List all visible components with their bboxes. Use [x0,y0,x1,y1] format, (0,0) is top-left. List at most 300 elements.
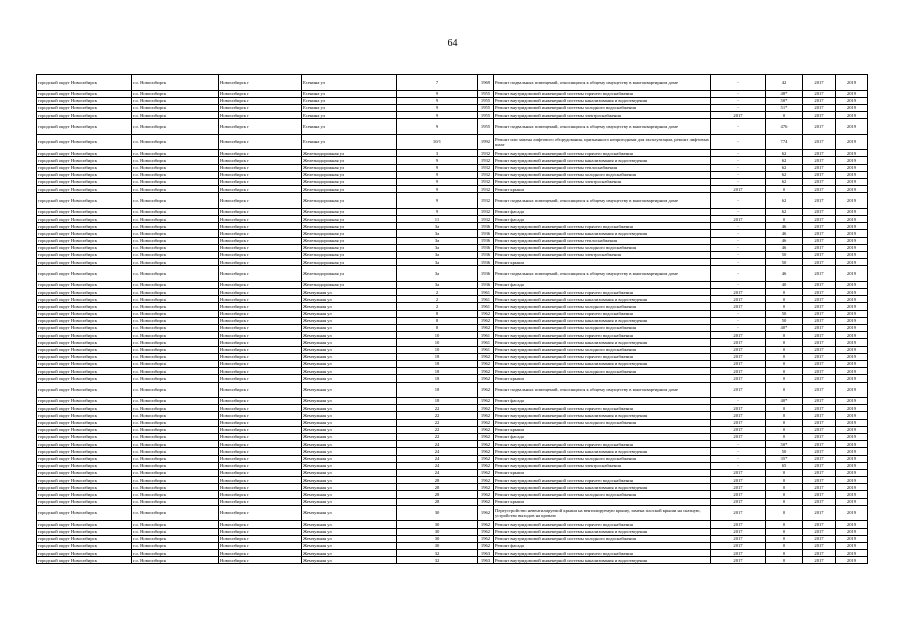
table-row [37,332,868,339]
completed-year-cell: - [711,230,766,237]
work-type-cell: Ремонт внутридомовой инженерной системы горячего водоснабжения [494,332,711,339]
district-cell: г.о. Новосибирск [132,332,219,339]
municipality-cell: городской округ Новосибирск [37,186,132,193]
planned-cost-cell: 0 [766,375,803,382]
work-type-cell: Ремонт внутридомовой инженерной системы холодного водоснабжения [494,491,711,498]
completed-year-cell: 2017 [711,353,766,360]
table-row [37,550,868,557]
district-cell: г.о. Новосибирск [132,412,219,419]
planned-cost-cell: 62 [766,164,803,171]
city-cell: Новосибирск г [219,310,302,317]
completed-year-cell: - [711,208,766,215]
period-end-cell: 2019 [836,398,868,405]
city-cell: Новосибирск г [219,90,302,97]
period-start-cell: 2017 [803,360,836,367]
municipality-cell: городской округ Новосибирск [37,303,132,310]
planned-cost-cell: 0 [766,405,803,412]
completed-year-cell: - [711,455,766,462]
planned-cost-cell: 50* [766,97,803,104]
build-year-cell: 1936 [478,244,494,251]
planned-cost-cell: 46 [766,230,803,237]
planned-cost-cell: 50 [766,252,803,259]
work-type-cell: Ремонт внутридомовой инженерной системы канализования и водоотведения [494,412,711,419]
street-cell: Жемчужная ул [302,542,397,549]
completed-year-cell: 2017 [711,550,766,557]
period-end-cell: 2019 [836,186,868,193]
city-cell: Новосибирск г [219,412,302,419]
house-number-cell: 3а [397,230,478,237]
completed-year-cell: 2017 [711,296,766,303]
completed-year-cell: - [711,441,766,448]
municipality-cell: городской округ Новосибирск [37,412,132,419]
table-row [37,237,868,244]
completed-year-cell: 2017 [711,542,766,549]
work-type-cell: Ремонт внутридомовой инженерной системы электроснабжения [494,179,711,186]
repair-schedule-table [36,74,868,564]
build-year-cell: 1932 [478,186,494,193]
planned-cost-cell: 46 [766,223,803,230]
table-row [37,244,868,251]
period-start-cell: 2017 [803,90,836,97]
period-end-cell: 2019 [836,542,868,549]
planned-cost-cell: 35* [766,455,803,462]
table-row [37,419,868,426]
period-end-cell: 2019 [836,150,868,157]
build-year-cell: 1961 [478,289,494,296]
city-cell: Новосибирск г [219,157,302,164]
municipality-cell: городской округ Новосибирск [37,528,132,535]
table-row [37,134,868,150]
work-type-cell: Ремонт подвальных помещений, относящихся к общему имуществу в многоквартирном доме [494,382,711,398]
period-end-cell: 2019 [836,281,868,288]
work-type-cell: Ремонт внутридомовой инженерной системы горячего водоснабжения [494,90,711,97]
work-type-cell: Ремонт внутридомовой инженерной системы канализования и водоотведения [494,448,711,455]
district-cell: г.о. Новосибирск [132,97,219,104]
completed-year-cell: 2017 [711,491,766,498]
table-row [37,208,868,215]
period-end-cell: 2019 [836,521,868,528]
street-cell: Железнодорожная ул [302,150,397,157]
municipality-cell: городской округ Новосибирск [37,433,132,440]
house-number-cell: 9 [397,157,478,164]
district-cell: г.о. Новосибирск [132,112,219,119]
planned-cost-cell: 0 [766,477,803,484]
period-start-cell: 2017 [803,368,836,375]
build-year-cell: 1969 [478,75,494,91]
period-start-cell: 2017 [803,193,836,209]
period-end-cell: 2019 [836,550,868,557]
district-cell: г.о. Новосибирск [132,317,219,324]
completed-year-cell: - [711,104,766,111]
house-number-cell: 18 [397,360,478,367]
house-number-cell: 10 [397,346,478,353]
city-cell: Новосибирск г [219,193,302,209]
build-year-cell: 1962 [478,317,494,324]
period-end-cell: 2019 [836,412,868,419]
work-type-cell: Ремонт подвальных помещений, относящихся к общему имуществу в многоквартирном доме [494,193,711,209]
planned-cost-cell: 46 [766,237,803,244]
completed-year-cell: 2017 [711,303,766,310]
work-type-cell: Ремонт или замена лифтового оборудования, признанного непригодным для эксплуатации, ремонт лифтовых шахт [494,134,711,150]
work-type-cell: Ремонт крыши [494,375,711,382]
district-cell: г.о. Новосибирск [132,171,219,178]
house-number-cell: 24 [397,462,478,469]
period-start-cell: 2017 [803,412,836,419]
municipality-cell: городской округ Новосибирск [37,339,132,346]
period-start-cell: 2017 [803,119,836,135]
house-number-cell: 30 [397,521,478,528]
planned-cost-cell: 0 [766,433,803,440]
municipality-cell: городской округ Новосибирск [37,448,132,455]
table-row [37,104,868,111]
street-cell: Жемчужная ул [302,405,397,412]
district-cell: г.о. Новосибирск [132,230,219,237]
district-cell: г.о. Новосибирск [132,259,219,266]
planned-cost-cell: 40* [766,325,803,332]
street-cell: Жемчужная ул [302,310,397,317]
completed-year-cell: - [711,310,766,317]
completed-year-cell: 2017 [711,426,766,433]
period-start-cell: 2017 [803,462,836,469]
work-type-cell: Ремонт внутридомовой инженерной системы электроснабжения [494,462,711,469]
period-start-cell: 2017 [803,419,836,426]
city-cell: Новосибирск г [219,433,302,440]
house-number-cell: 22 [397,405,478,412]
period-end-cell: 2019 [836,419,868,426]
municipality-cell: городской округ Новосибирск [37,491,132,498]
build-year-cell: 1932 [478,208,494,215]
municipality-cell: городской округ Новосибирск [37,104,132,111]
period-end-cell: 2019 [836,360,868,367]
planned-cost-cell: 50 [766,317,803,324]
house-number-cell: 9 [397,186,478,193]
district-cell: г.о. Новосибирск [132,469,219,476]
city-cell: Новосибирск г [219,505,302,521]
planned-cost-cell: 0 [766,542,803,549]
table-body [37,75,868,564]
district-cell: г.о. Новосибирск [132,521,219,528]
completed-year-cell: - [711,398,766,405]
table-row [37,375,868,382]
build-year-cell: 1962 [478,498,494,505]
build-year-cell: 1932 [478,171,494,178]
street-cell: Жемчужная ул [302,469,397,476]
table-row [37,164,868,171]
house-number-cell: 18 [397,353,478,360]
city-cell: Новосибирск г [219,521,302,528]
build-year-cell: 1963 [478,557,494,564]
district-cell: г.о. Новосибирск [132,150,219,157]
build-year-cell: 1962 [478,398,494,405]
work-type-cell: Ремонт фасада [494,208,711,215]
completed-year-cell: 2017 [711,186,766,193]
district-cell: г.о. Новосибирск [132,448,219,455]
period-end-cell: 2019 [836,179,868,186]
planned-cost-cell: 0 [766,491,803,498]
period-start-cell: 2017 [803,244,836,251]
house-number-cell: 3а [397,266,478,282]
completed-year-cell: 2017 [711,419,766,426]
city-cell: Новосибирск г [219,426,302,433]
build-year-cell: 1936 [478,266,494,282]
period-end-cell: 2019 [836,216,868,223]
house-number-cell: 32 [397,557,478,564]
city-cell: Новосибирск г [219,375,302,382]
table-row [37,119,868,135]
period-end-cell: 2019 [836,528,868,535]
build-year-cell: 1936 [478,237,494,244]
period-end-cell: 2019 [836,75,868,91]
city-cell: Новосибирск г [219,223,302,230]
completed-year-cell: 2017 [711,469,766,476]
district-cell: г.о. Новосибирск [132,550,219,557]
completed-year-cell: 2017 [711,505,766,521]
street-cell: Жемчужная ул [302,289,397,296]
planned-cost-cell: 0 [766,289,803,296]
build-year-cell: 1955 [478,97,494,104]
build-year-cell: 1936 [478,281,494,288]
district-cell: г.о. Новосибирск [132,441,219,448]
city-cell: Новосибирск г [219,477,302,484]
build-year-cell: 1932 [478,216,494,223]
city-cell: Новосибирск г [219,405,302,412]
planned-cost-cell: 46 [766,266,803,282]
district-cell: г.о. Новосибирск [132,557,219,564]
district-cell: г.о. Новосибирск [132,193,219,209]
period-end-cell: 2019 [836,491,868,498]
district-cell: г.о. Новосибирск [132,296,219,303]
build-year-cell: 1962 [478,353,494,360]
planned-cost-cell: 62 [766,150,803,157]
work-type-cell: Ремонт крыши [494,259,711,266]
district-cell: г.о. Новосибирск [132,419,219,426]
municipality-cell: городской округ Новосибирск [37,419,132,426]
completed-year-cell: - [711,193,766,209]
municipality-cell: городской округ Новосибирск [37,469,132,476]
municipality-cell: городской округ Новосибирск [37,230,132,237]
work-type-cell: Ремонт фасада [494,281,711,288]
district-cell: г.о. Новосибирск [132,455,219,462]
period-start-cell: 2017 [803,542,836,549]
municipality-cell: городской округ Новосибирск [37,521,132,528]
planned-cost-cell: 62 [766,179,803,186]
municipality-cell: городской округ Новосибирск [37,216,132,223]
completed-year-cell: 2017 [711,528,766,535]
work-type-cell: Ремонт крыши [494,469,711,476]
district-cell: г.о. Новосибирск [132,382,219,398]
work-type-cell: Ремонт внутридомовой инженерной системы холодного водоснабжения [494,171,711,178]
city-cell: Новосибирск г [219,230,302,237]
period-start-cell: 2017 [803,332,836,339]
work-type-cell: Ремонт фасада [494,216,711,223]
period-end-cell: 2019 [836,339,868,346]
work-type-cell: Ремонт внутридомовой инженерной системы горячего водоснабжения [494,521,711,528]
street-cell: Жемчужная ул [302,462,397,469]
period-end-cell: 2019 [836,433,868,440]
period-start-cell: 2017 [803,498,836,505]
build-year-cell: 1932 [478,150,494,157]
house-number-cell: 28 [397,498,478,505]
period-start-cell: 2017 [803,484,836,491]
planned-cost-cell: 0 [766,419,803,426]
district-cell: г.о. Новосибирск [132,484,219,491]
street-cell: Железнодорожная ул [302,223,397,230]
work-type-cell: Ремонт внутридомовой инженерной системы холодного водоснабжения [494,244,711,251]
house-number-cell: 30 [397,505,478,521]
planned-cost-cell: 42 [766,75,803,91]
city-cell: Новосибирск г [219,244,302,251]
house-number-cell: 32 [397,550,478,557]
work-type-cell: Ремонт внутридомовой инженерной системы горячего водоснабжения [494,310,711,317]
completed-year-cell: 2017 [711,498,766,505]
work-type-cell: Ремонт подвальных помещений, относящихся к общему имуществу в многоквартирном доме [494,266,711,282]
build-year-cell: 1962 [478,491,494,498]
period-start-cell: 2017 [803,259,836,266]
house-number-cell: 2 [397,303,478,310]
city-cell: Новосибирск г [219,469,302,476]
city-cell: Новосибирск г [219,419,302,426]
period-start-cell: 2017 [803,97,836,104]
house-number-cell: 24 [397,455,478,462]
period-start-cell: 2017 [803,505,836,521]
district-cell: г.о. Новосибирск [132,368,219,375]
period-end-cell: 2019 [836,244,868,251]
house-number-cell: 9 [397,104,478,111]
house-number-cell: 8 [397,325,478,332]
table-row [37,448,868,455]
completed-year-cell: - [711,75,766,91]
period-end-cell: 2019 [836,462,868,469]
period-start-cell: 2017 [803,433,836,440]
municipality-cell: городской округ Новосибирск [37,237,132,244]
build-year-cell: 1955 [478,119,494,135]
period-start-cell: 2017 [803,296,836,303]
municipality-cell: городской округ Новосибирск [37,498,132,505]
period-start-cell: 2017 [803,303,836,310]
work-type-cell: Ремонт внутридомовой инженерной системы горячего водоснабжения [494,223,711,230]
period-start-cell: 2017 [803,310,836,317]
district-cell: г.о. Новосибирск [132,164,219,171]
street-cell: Железнодорожная ул [302,157,397,164]
build-year-cell: 1962 [478,542,494,549]
district-cell: г.о. Новосибирск [132,303,219,310]
street-cell: Жемчужная ул [302,477,397,484]
district-cell: г.о. Новосибирск [132,528,219,535]
work-type-cell: Ремонт внутридомовой инженерной системы канализования и водоотведения [494,230,711,237]
street-cell: Жемчужная ул [302,484,397,491]
street-cell: Железнодорожная ул [302,171,397,178]
city-cell: Новосибирск г [219,528,302,535]
house-number-cell: 30 [397,528,478,535]
house-number-cell: 28 [397,491,478,498]
table-row [37,150,868,157]
planned-cost-cell: 0 [766,332,803,339]
street-cell: Железнодорожная ул [302,237,397,244]
city-cell: Новосибирск г [219,281,302,288]
municipality-cell: городской округ Новосибирск [37,317,132,324]
city-cell: Новосибирск г [219,382,302,398]
planned-cost-cell: 50 [766,448,803,455]
work-type-cell: Ремонт внутридомовой инженерной системы горячего водоснабжения [494,550,711,557]
period-start-cell: 2017 [803,164,836,171]
table-row [37,405,868,412]
district-cell: г.о. Новосибирск [132,498,219,505]
period-start-cell: 2017 [803,455,836,462]
street-cell: Жемчужная ул [302,550,397,557]
period-start-cell: 2017 [803,491,836,498]
completed-year-cell: 2017 [711,535,766,542]
planned-cost-cell: 65 [766,462,803,469]
build-year-cell: 1963 [478,550,494,557]
period-end-cell: 2019 [836,193,868,209]
period-end-cell: 2019 [836,119,868,135]
planned-cost-cell: 0 [766,368,803,375]
completed-year-cell: 2017 [711,484,766,491]
work-type-cell: Ремонт внутридомовой инженерной системы электроснабжения [494,112,711,119]
period-end-cell: 2019 [836,505,868,521]
house-number-cell: 2 [397,289,478,296]
municipality-cell: городской округ Новосибирск [37,310,132,317]
period-start-cell: 2017 [803,171,836,178]
district-cell: г.о. Новосибирск [132,360,219,367]
completed-year-cell: 2017 [711,346,766,353]
planned-cost-cell: 50 [766,310,803,317]
period-end-cell: 2019 [836,266,868,282]
period-end-cell: 2019 [836,237,868,244]
period-start-cell: 2017 [803,208,836,215]
completed-year-cell: - [711,90,766,97]
table-row [37,281,868,288]
table-row [37,353,868,360]
period-start-cell: 2017 [803,186,836,193]
municipality-cell: городской округ Новосибирск [37,398,132,405]
build-year-cell: 1962 [478,412,494,419]
district-cell: г.о. Новосибирск [132,281,219,288]
table-row [37,193,868,209]
city-cell: Новосибирск г [219,112,302,119]
street-cell: Жемчужная ул [302,296,397,303]
house-number-cell: 24 [397,441,478,448]
municipality-cell: городской округ Новосибирск [37,150,132,157]
work-type-cell: Ремонт внутридомовой инженерной системы холодного водоснабжения [494,303,711,310]
period-start-cell: 2017 [803,216,836,223]
city-cell: Новосибирск г [219,171,302,178]
completed-year-cell: - [711,317,766,324]
street-cell: Жемчужная ул [302,505,397,521]
period-start-cell: 2017 [803,104,836,111]
municipality-cell: городской округ Новосибирск [37,296,132,303]
build-year-cell: 1962 [478,484,494,491]
work-type-cell: Ремонт внутридомовой инженерной системы теплоснабжения [494,164,711,171]
build-year-cell: 1961 [478,332,494,339]
period-end-cell: 2019 [836,557,868,564]
work-type-cell: Ремонт внутридомовой инженерной системы канализования и водоотведения [494,360,711,367]
municipality-cell: городской округ Новосибирск [37,259,132,266]
street-cell: Жемчужная ул [302,426,397,433]
table-row [37,186,868,193]
period-start-cell: 2017 [803,521,836,528]
city-cell: Новосибирск г [219,186,302,193]
table-row [37,310,868,317]
table-row [37,259,868,266]
planned-cost-cell: 0 [766,469,803,476]
street-cell: Жемчужная ул [302,557,397,564]
street-cell: Жемчужная ул [302,433,397,440]
build-year-cell: 1962 [478,368,494,375]
page-number: 64 [447,38,458,49]
table-row [37,90,868,97]
district-cell: г.о. Новосибирск [132,310,219,317]
